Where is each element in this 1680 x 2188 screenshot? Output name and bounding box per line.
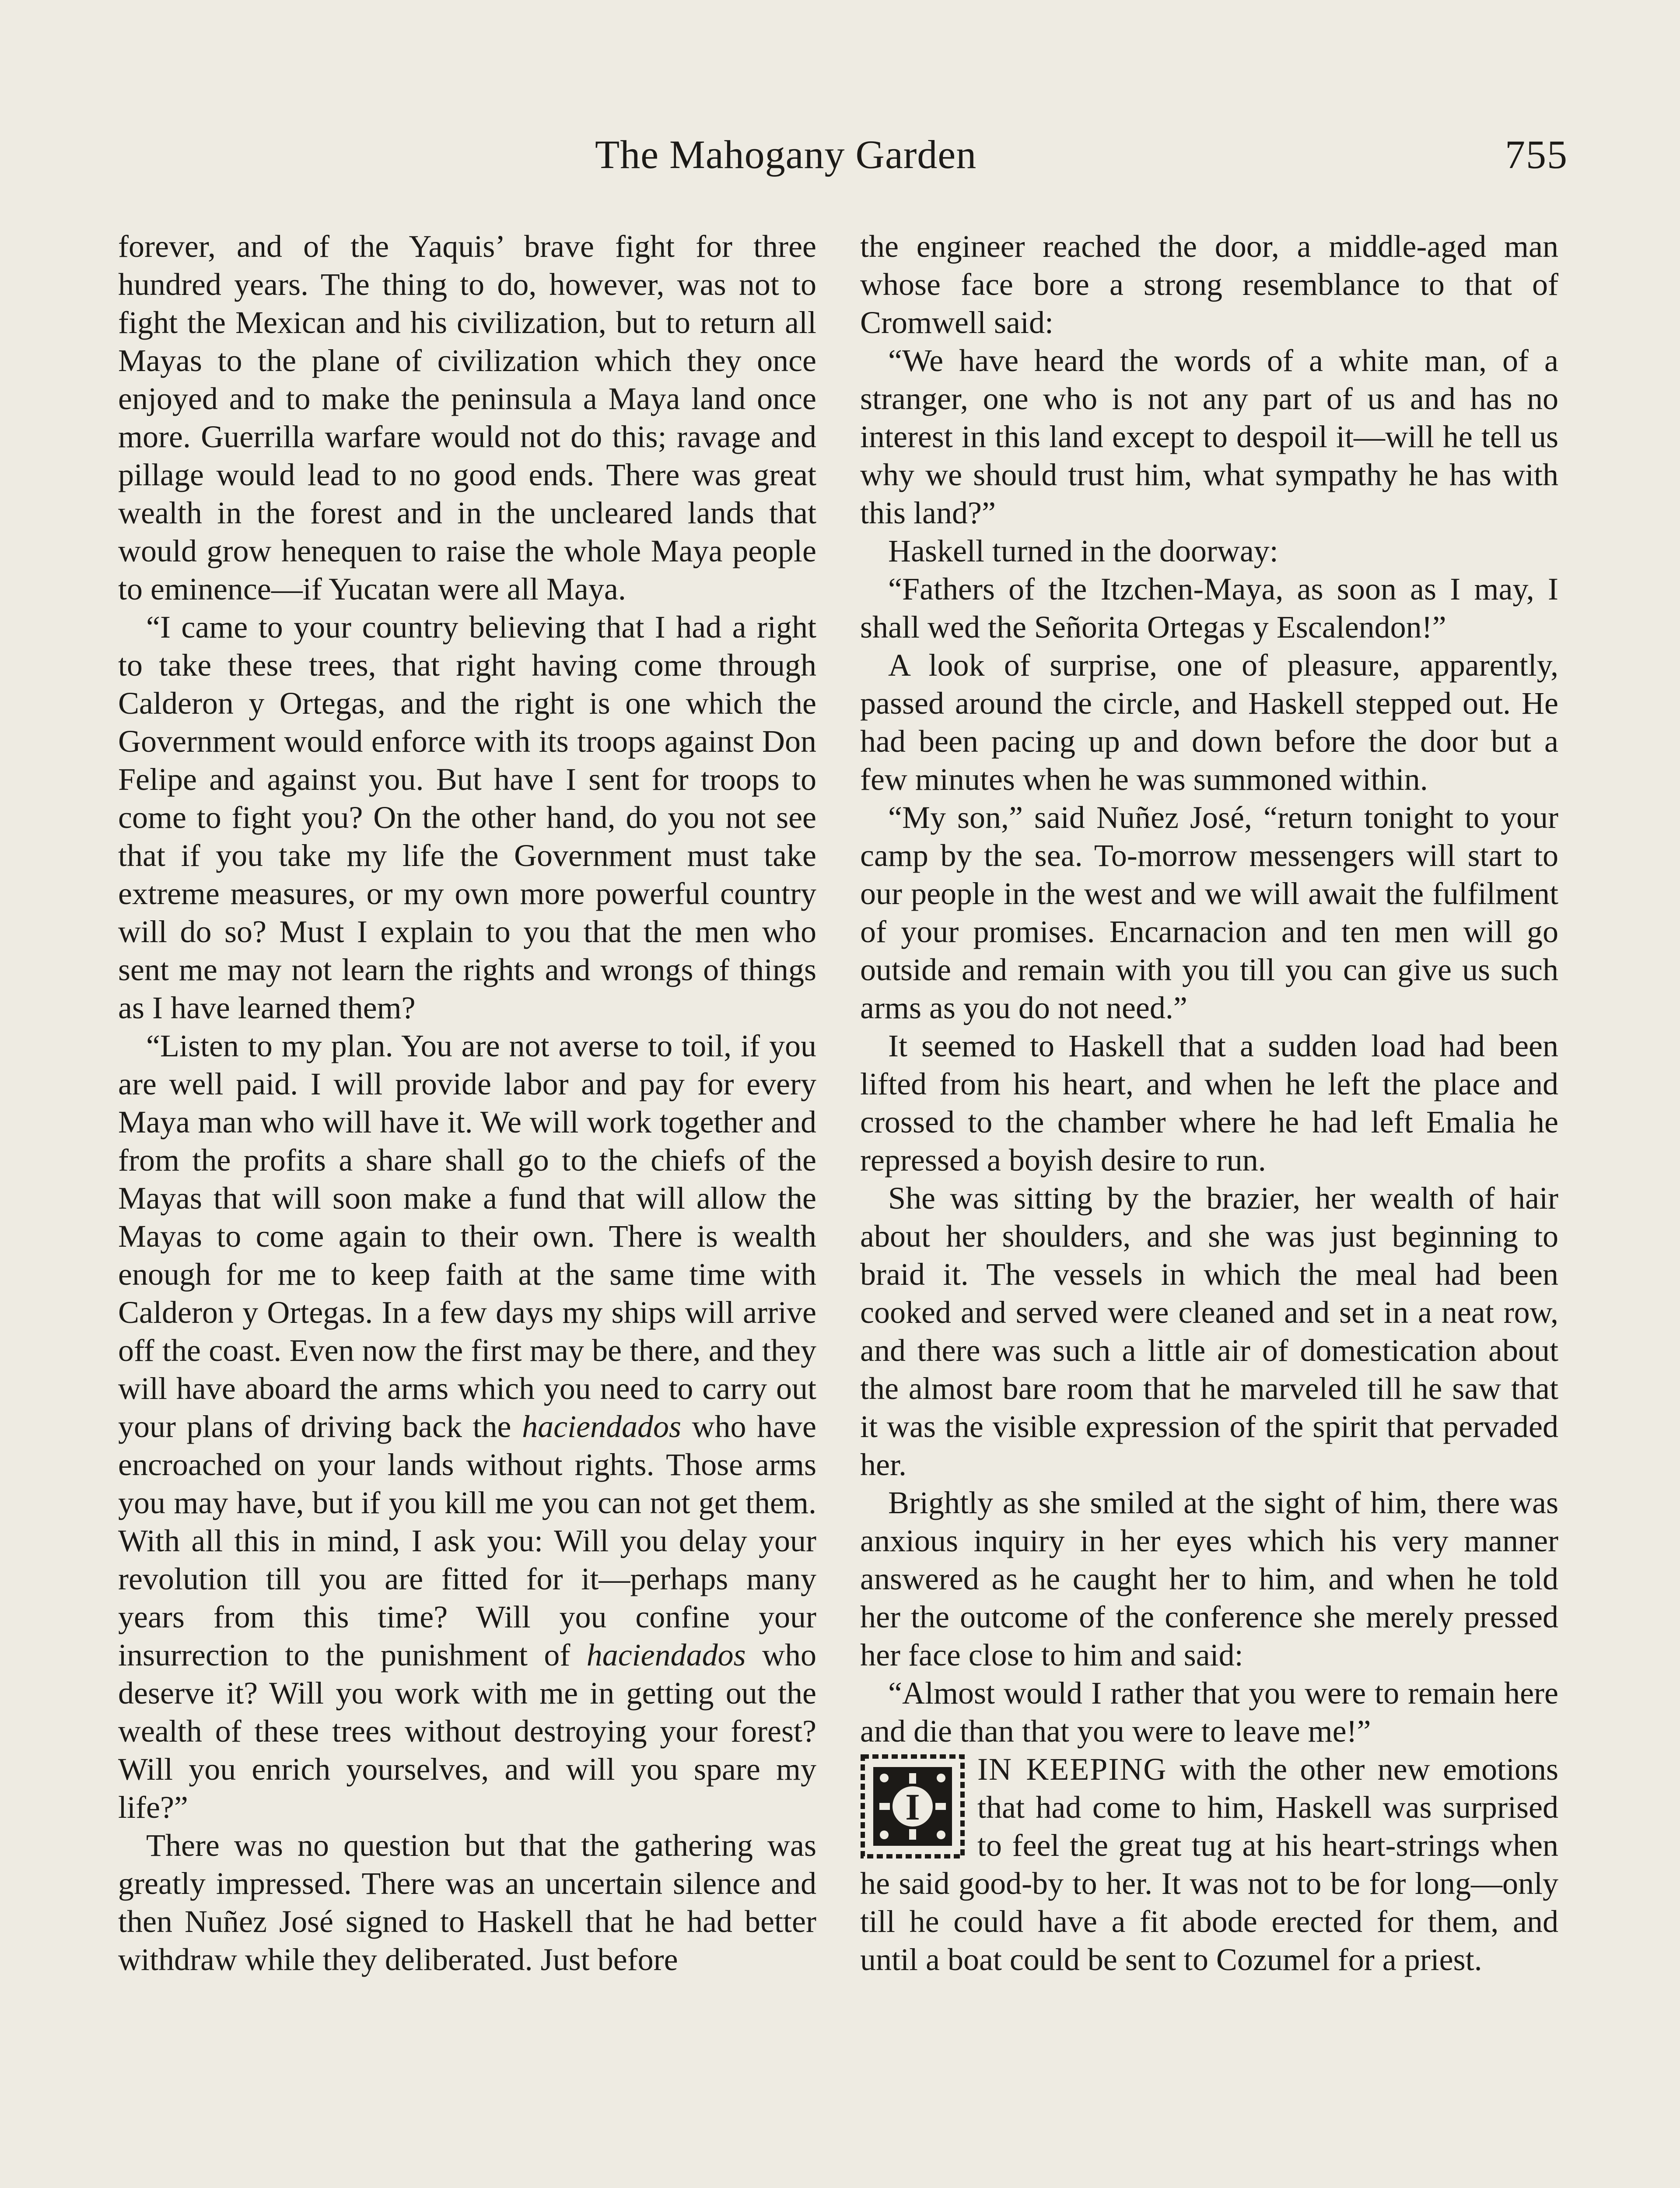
right-column <box>860 228 1558 1979</box>
paragraph: There was no question but that the gathering was greatly impressed. There was an uncertain silence and then Nuñez José signed to Haskell that he had better withdraw while they deliberated. Just before <box>118 1828 816 1977</box>
running-head <box>0 131 1680 184</box>
paragraph: “Almost would I rather that you were to remain here and die than that you were to leave me!” <box>860 1676 1558 1749</box>
section-opening-paragraph <box>860 1750 1558 1979</box>
paragraph: Haskell turned in the doorway: <box>888 533 1278 568</box>
italic-term: haciendados <box>522 1409 681 1444</box>
paragraph <box>118 1027 816 1827</box>
paragraph: “I came to your country believing that I had a right to take these trees, that right having come through Calderon y Ortegas, and the right is one which the Government would enforce with its troops against Don Felipe and against you. But have I sent for troops to come to fight you? On the other hand, do you not see that if you take my life the Government must take extreme measures, or my own more powerful country will do so? Must I explain to you that the men who sent me may not learn the rights and wrongs of things as I have learned them? <box>118 610 816 1025</box>
paragraph: “We have heard the words of a white man, of a stranger, one who is not any part of us and has no interest in this land except to despoil it—will he tell us why we should trust him, what sympathy he has with this land?” <box>860 343 1558 530</box>
page-number: 755 <box>1505 132 1568 177</box>
italic-term: haciendados <box>586 1637 746 1673</box>
ornamental-initial-icon <box>860 1754 965 1859</box>
left-column <box>118 228 816 1979</box>
paragraph: “Fathers of the Itzchen-Maya, as soon as I may, I shall wed the Señorita Ortegas y Escalendon!” <box>860 572 1558 645</box>
text-run: with the other new emotions that had come to him, Haskell was surprised to feel the great tug at his heart-strings when he said good-by to her. It was not to be for long—only till he could have a fit abode erected for them, and until a boat could be sent to Cozumel for a priest. <box>860 1752 1558 1977</box>
text-run: “Listen to my plan. You are not averse to toil, if you are well paid. I will provide labor and pay for every Maya man who will have it. We will work together and from the profits a share shall go to the chiefs of the Mayas that will soon make a fund that will allow the Mayas to come again to their own. There is wealth enough for me to keep faith at the same time with Calderon y Ortegas. In a few days my ships will arrive off the coast. Even now the first may be there, and they will have aboard the arms which you need to carry out your plans of driving back the <box>118 1028 816 1444</box>
paragraph: the engineer reached the door, a middle-aged man whose face bore a strong resemblance to that of Cromwell said: <box>860 229 1558 340</box>
page-title: The Mahogany Garden <box>595 132 977 177</box>
paragraph: “My son,” said Nuñez José, “return tonight to your camp by the sea. To-morrow messengers will start to our people in the west and we will await the fulfilment of your promises. Encarnacion and ten men will go outside and remain with you till you can give us such arms as you do not need.” <box>860 800 1558 1025</box>
paragraph: She was sitting by the brazier, her wealth of hair about her shoulders, and she was just beginning to braid it. The vessels in which the meal had been cooked and served were cleaned and set in a neat row, and there was such a little air of domestication about the almost bare room that he marveled till he saw that it was the visible expression of the spirit that pervaded her. <box>860 1181 1558 1482</box>
paragraph: It seemed to Haskell that a sudden load had been lifted from his heart, and when he left the place and crossed to the chamber where he had left Emalia he repressed a boyish desire to run. <box>860 1028 1558 1178</box>
paragraph: A look of surprise, one of pleasure, apparently, passed around the circle, and Haskell stepped out. He had been pacing up and down before the door but a few minutes when he was summoned within. <box>860 648 1558 797</box>
drop-cap-letter: I <box>905 1786 920 1828</box>
paragraph: Brightly as she smiled at the sight of him, there was anxious inquiry in her eyes which his very manner answered as he caught her to him, and when he told her the outcome of the conference she merely pressed her face close to him and said: <box>860 1485 1558 1673</box>
paragraph: forever, and of the Yaquis’ brave fight for three hundred years. The thing to do, however, was not to fight the Mexican and his civilization, but to return all Mayas to the plane of civilization which they once enjoyed and to make the peninsula a Maya land once more. Guerrilla warfare would not do this; ravage and pillage would lead to no good ends. There was great wealth in the forest and in the uncleared lands that would grow henequen to raise the whole Maya people to eminence—if Yucatan were all Maya. <box>118 229 816 607</box>
section-lead-words: IN KEEPING <box>977 1752 1167 1787</box>
text-run: who deserve it? Will you work with me in getting out the wealth of these trees without destroying your forest? Will you enrich yourselves, and will you spare my life?” <box>118 1637 817 1825</box>
text-run: who have encroached on your lands without rights. Those arms you may have, but if you kill me you can not get them. With all this in mind, I ask you: Will you delay your revolution till you are fitted for it—perhaps many years from this time? Will you confine your insurrection to the punishment of <box>118 1409 816 1673</box>
